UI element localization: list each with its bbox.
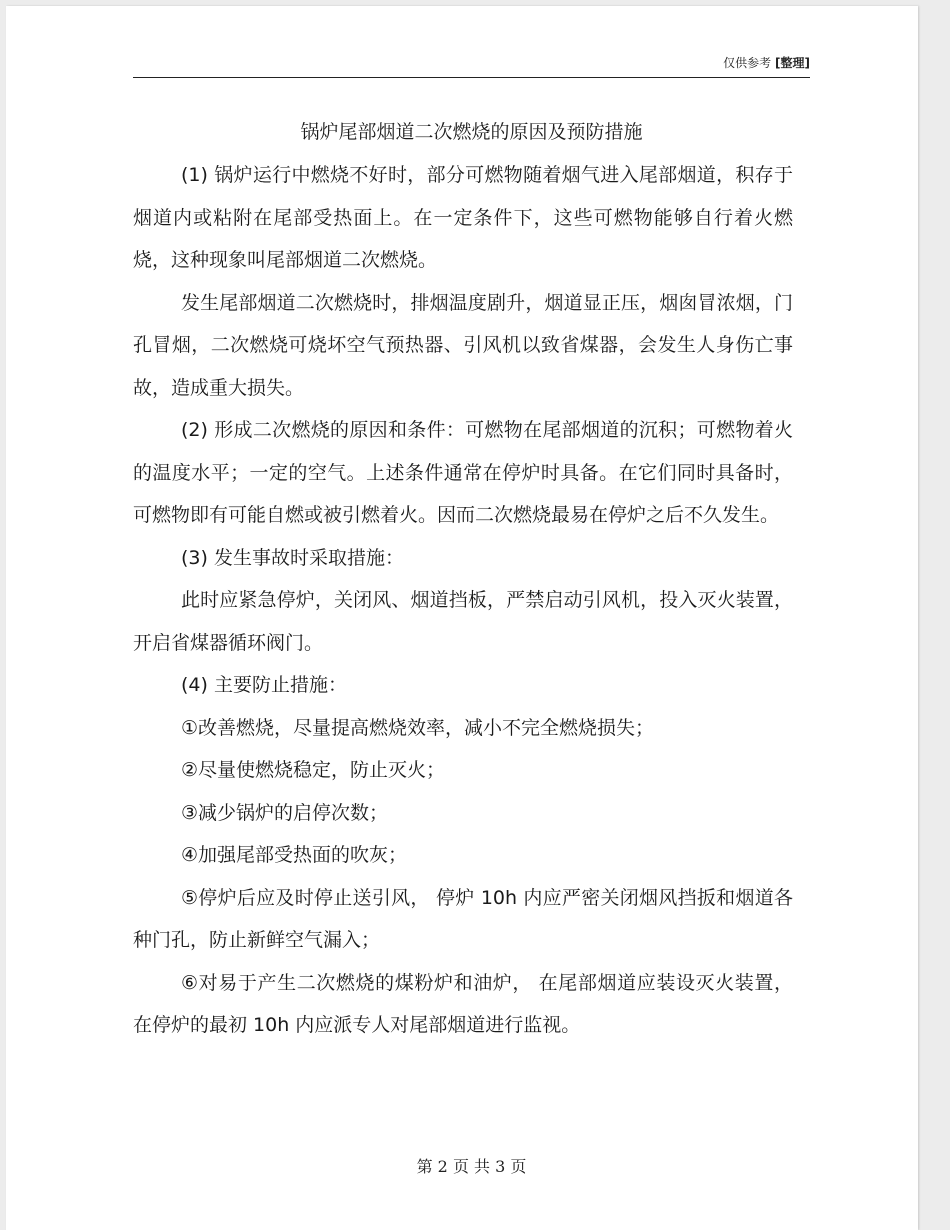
header-note-text: 仅供参考 — [723, 56, 772, 70]
paragraph: (1) 锅炉运行中燃烧不好时，部分可燃物随着烟气进入尾部烟道，积存于烟道内或粘附在尾部受热面上。在一定条件下，这些可燃物能够自行着火燃烧，这种现象叫尾部烟道二次燃烧。 — [133, 164, 793, 271]
document-title: 锅炉尾部烟道二次燃烧的原因及预防措施 — [300, 121, 643, 143]
page-number-footer: 第 2 页 共 3 页 — [416, 1157, 527, 1176]
header-note — [723, 54, 810, 71]
paragraph: 此时应紧急停炉，关闭风、烟道挡板，严禁启动引风机，投入灭火装置，开启省煤器循环阀门。 — [133, 589, 793, 654]
paragraph: (2) 形成二次燃烧的原因和条件：可燃物在尾部烟道的沉积；可燃物着火的温度水平；一定的空气。上述条件通常在停炉时具备。在它们同时具备时，可燃物即有可能自燃或被引燃着火。因而二次燃烧最易在停炉之后不久发生。 — [133, 419, 793, 526]
list-item: ⑤停炉后应及时停止送引风， 停炉 10h 内应严密关闭烟风挡扳和烟道各种门孔，防止新鲜空气漏入； — [133, 886, 793, 951]
header-tag: [整理] — [775, 56, 810, 70]
list-item: ①改善燃烧，尽量提高燃烧效率，减小不完全燃烧损失； — [181, 716, 655, 739]
paragraph: (4) 主要防止措施： — [181, 674, 347, 696]
list-item: ③减少锅炉的启停次数； — [181, 801, 389, 824]
list-item: ⑥对易于产生二次燃烧的煤粉炉和油炉， 在尾部烟道应装设灭火装置，在停炉的最初 10h 内应派专人对尾部烟道进行监视。 — [133, 971, 793, 1036]
document-body — [133, 154, 793, 1047]
list-item: ②尽量使燃烧稳定，防止灭火； — [181, 759, 446, 781]
paragraph: (3) 发生事故时采取措施： — [181, 546, 404, 569]
paragraph: 发生尾部烟道二次燃烧时，排烟温度剧升，烟道显正压，烟囱冒浓烟，门孔冒烟，二次燃烧可烧坏空气预热器、引风机以致省煤器，会发生人身伤亡事故，造成重大损失。 — [133, 291, 793, 399]
page-header — [133, 50, 810, 78]
list-item: ④加强尾部受热面的吹灰； — [181, 844, 408, 866]
